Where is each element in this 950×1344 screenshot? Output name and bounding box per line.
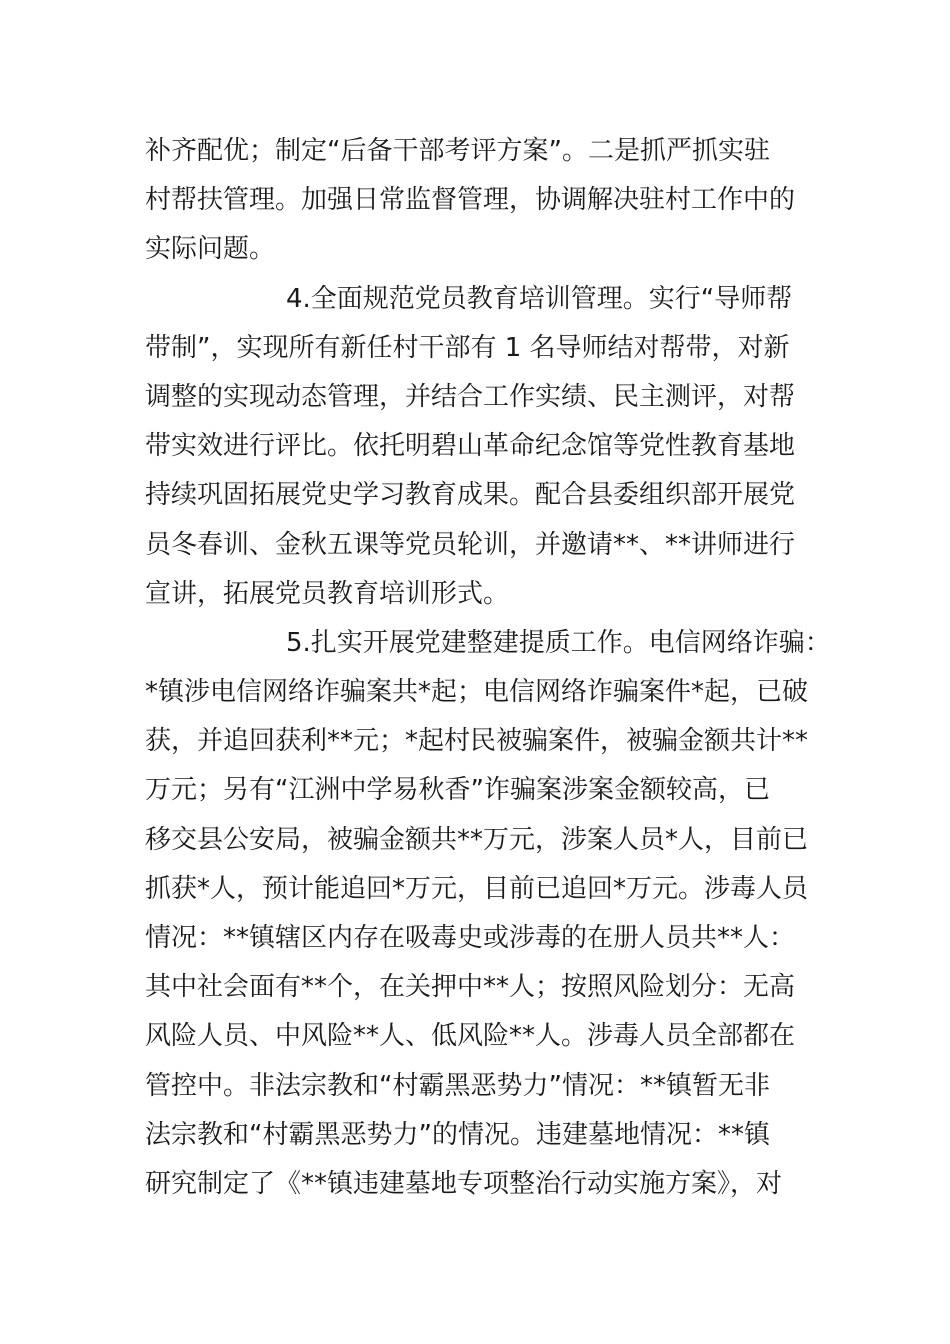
text-line: 抓获*人，预计能追回*万元，目前已追回*万元。涉毒人员	[145, 873, 809, 904]
text-line: 管控中。非法宗教和“村霸黑恶势力”情况：**镇暂无非	[145, 1070, 770, 1101]
text-line: 移交县公安局，被骗金额共**万元，涉案人员*人，目前已	[145, 824, 809, 855]
text-line: 带制”，实现所有新任村干部有 1 名导师结对帮带，对新	[145, 332, 790, 363]
text-line: 风险人员、中风险**人、低风险**人。涉毒人员全部都在	[145, 1021, 796, 1052]
text-line: 情况：**镇辖区内存在吸毒史或涉毒的在册人员共**人：	[145, 923, 796, 953]
text-line: *镇涉电信网络诈骗案共*起；电信网络诈骗案件*起，已破	[145, 677, 809, 708]
text-line: 村帮扶管理。加强日常监督管理，协调解决驻村工作中的	[145, 185, 796, 216]
section-heading-5: 5.扎实开展党建整建提质工作。电信网络诈骗：	[286, 627, 831, 658]
text-line: 实际问题。	[145, 234, 276, 265]
text-line: 获，并追回获利**元；*起村民被骗案件，被骗金额共计**	[145, 726, 809, 757]
text-line: 员冬春训、金秋五课等党员轮训，并邀请**、**讲师进行	[145, 529, 796, 560]
text-line: 法宗教和“村霸黑恶势力”的情况。违建墓地情况：**镇	[145, 1119, 770, 1150]
body-text	[145, 127, 831, 1209]
text-line: 带实效进行评比。依托明碧山革命纪念馆等党性教育基地	[145, 431, 796, 462]
text-line: 补齐配优；制定“后备干部考评方案”。二是抓严抓实驻	[145, 136, 770, 166]
text-line: 其中社会面有**个，在关押中**人；按照风险划分：无高	[145, 972, 796, 1003]
text-line: 宣讲，拓展党员教育培训形式。	[145, 578, 510, 609]
text-line: 万元；另有“江洲中学易秋香”诈骗案涉案金额较高，已	[145, 775, 770, 806]
text-line: 持续巩固拓展党史学习教育成果。配合县委组织部开展党	[145, 480, 796, 511]
text-line: 调整的实现动态管理，并结合工作实绩、民主测评，对帮	[145, 381, 796, 412]
text-line: 研究制定了《**镇违建墓地专项整治行动实施方案》，对	[145, 1168, 783, 1199]
section-heading-4: 4.全面规范党员教育培训管理。实行“导师帮	[286, 283, 793, 314]
